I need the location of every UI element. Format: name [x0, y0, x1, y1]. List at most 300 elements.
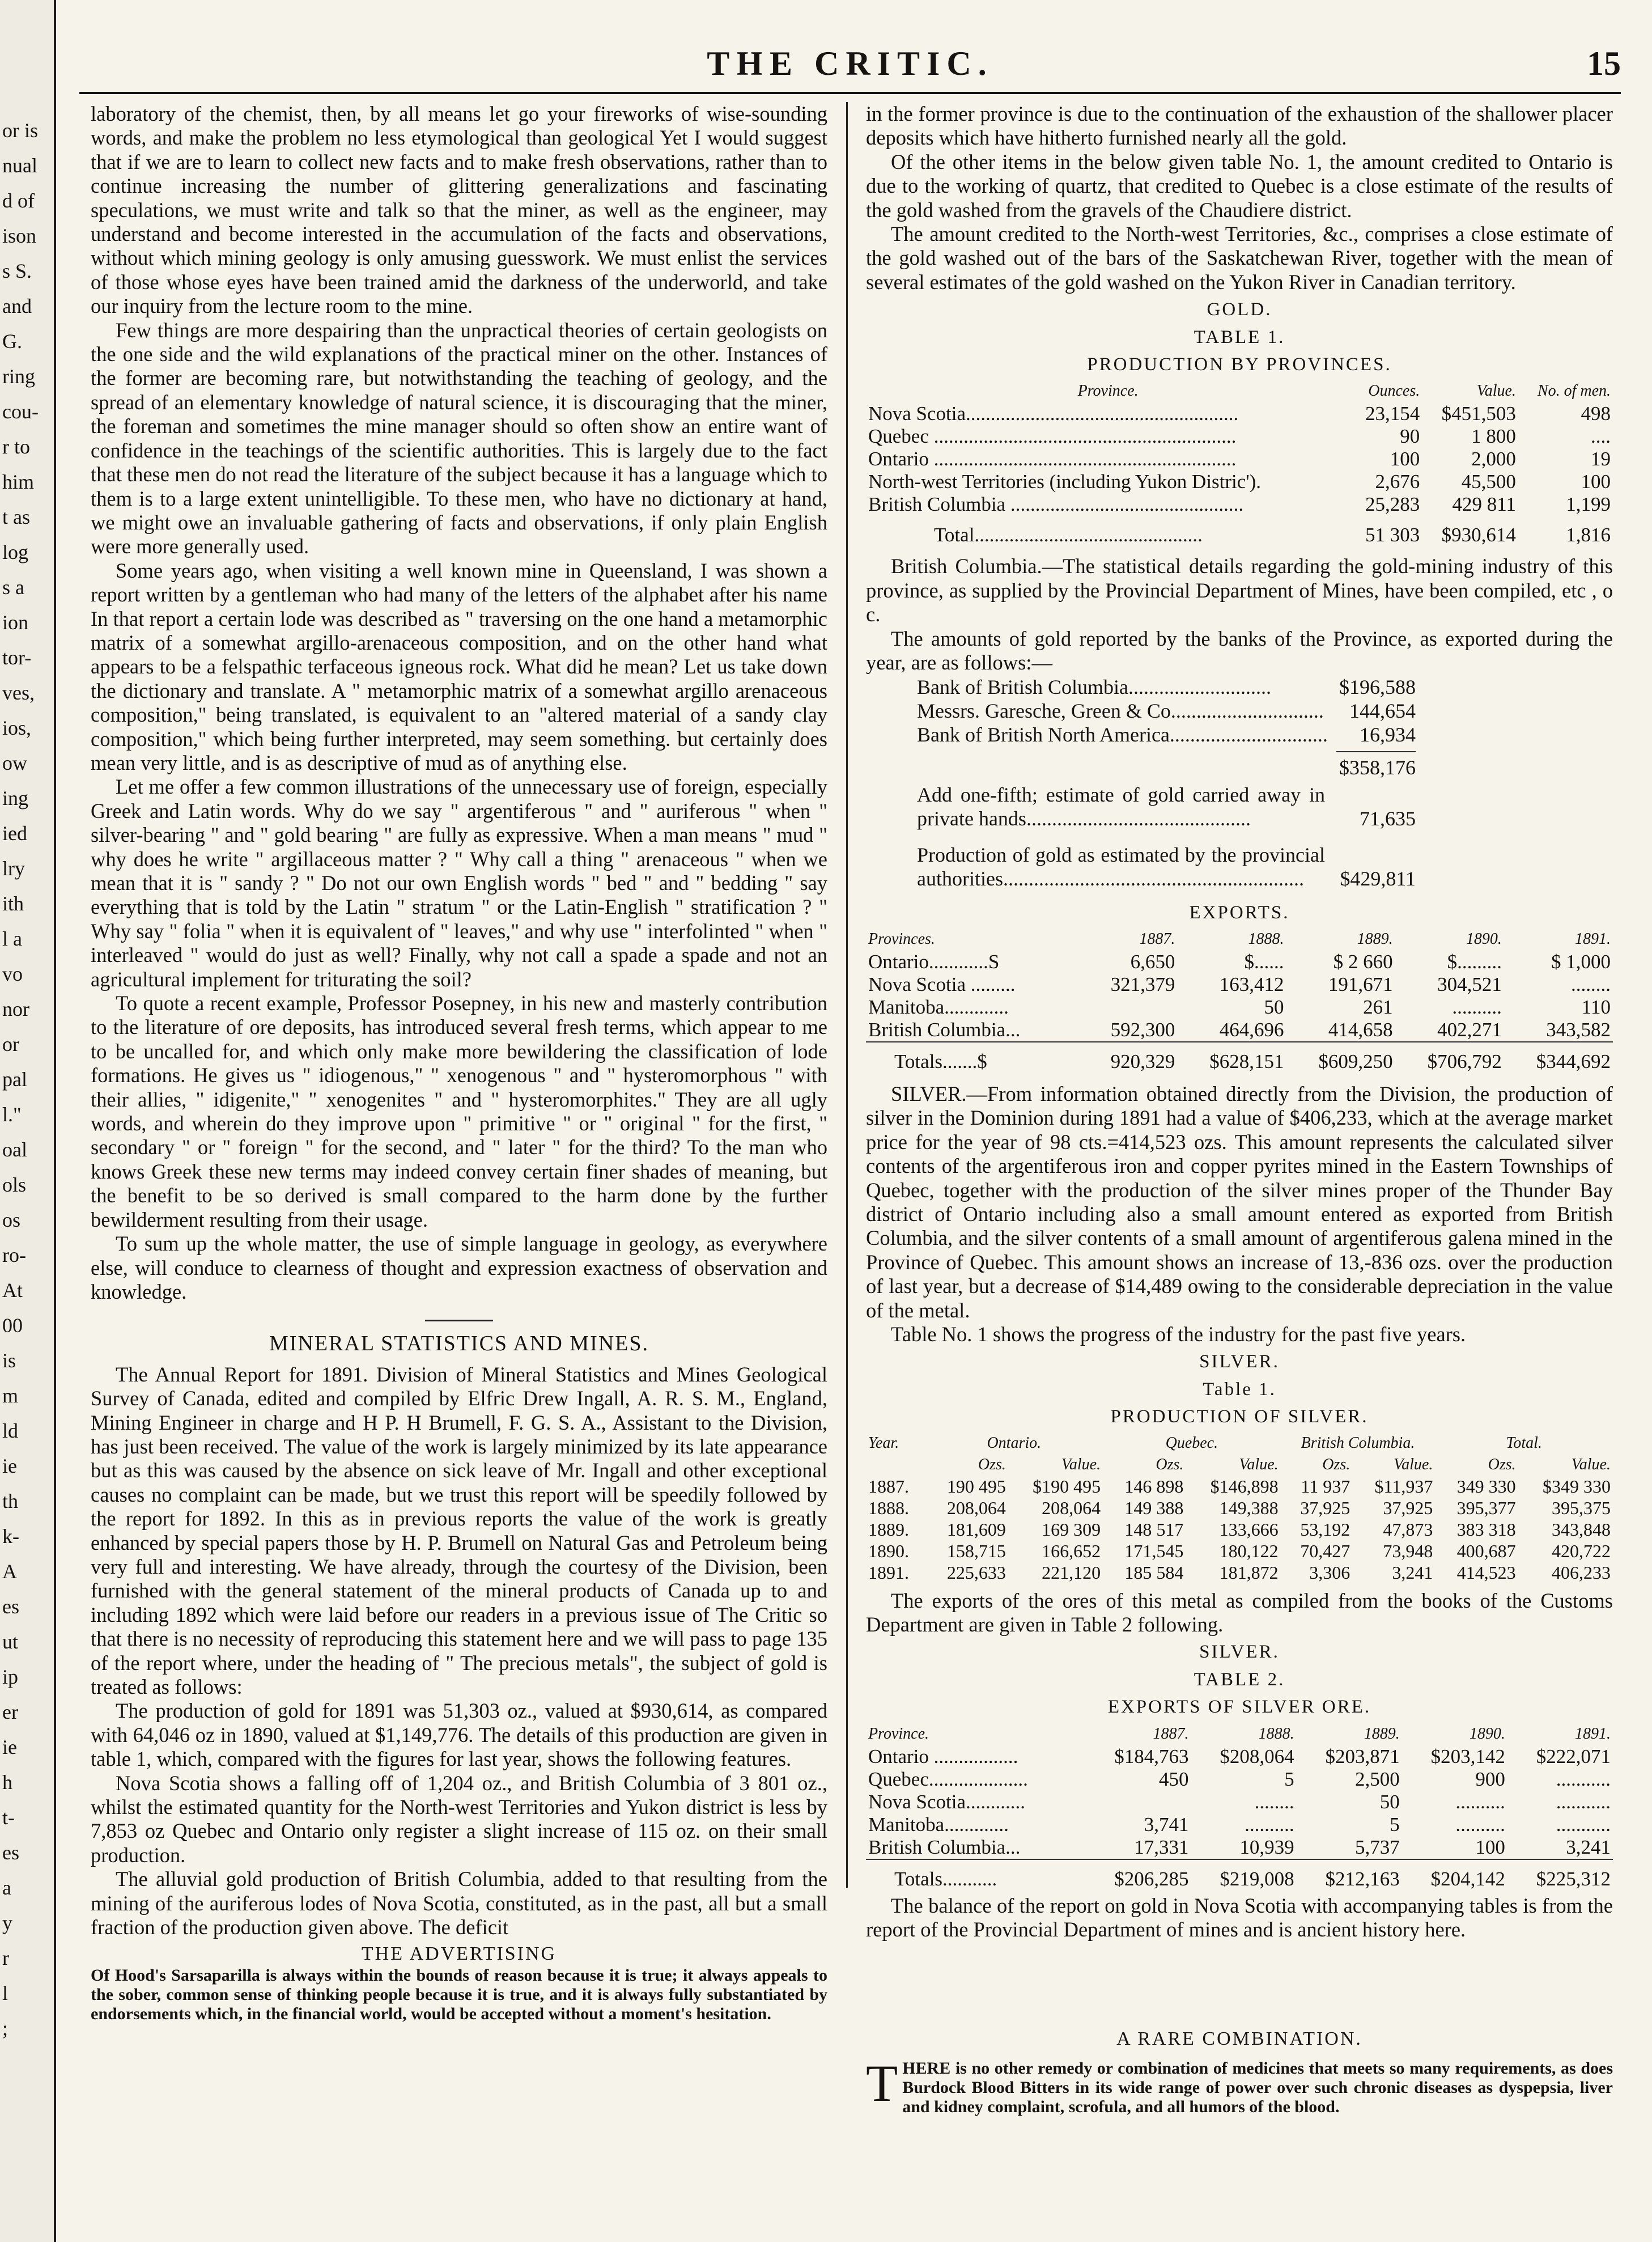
binding-fragment: es: [2, 1595, 19, 1618]
table-cell: 180,122: [1219, 1540, 1279, 1561]
ledger-value: 16,934: [1360, 723, 1416, 746]
binding-fragment: l: [2, 1982, 9, 2004]
paragraph: in the former province is due to the continuation of the exhaustion of the shallower placer deposits which have hitherto furnished nearly all the gold.: [866, 102, 1613, 150]
paragraph: Let me offer a few common illustrations of the unnecessary use of foreign, especially Greek and Latin words. Why do we say " argentiferous " and " auriferous " when " silver-bearing " and " gold bearing " are fully as expressive. When a man means " mud " why does he write " argillaceous matter ? " Why call a thing " arenaceous " when we mean that it is " sandy ? " Do not our own English words " bed " and " bedding " say everything that is told by the Latin " stratum " or the Latin-English " stratification ? " Why say " folia " when it is equivalent of " leaves," and why use " interfolinted " when " interleaved " would do just as well? Finally, why not call a spade a spade and not an agricultural implement for triturating the soil?: [91, 775, 827, 991]
table-cell: 414,658: [1328, 1018, 1393, 1041]
table-cell: 190 495: [946, 1476, 1006, 1497]
table-cell: Quebec .............................................................: [868, 425, 1237, 448]
binding-fragment: or: [2, 1033, 19, 1056]
table-cell: $190 495: [1033, 1476, 1101, 1497]
binding-fragment: s S.: [2, 260, 32, 282]
table-cell: $ 1,000: [1551, 950, 1611, 973]
table-label: TABLE 1.: [1194, 327, 1285, 347]
table-cell: 70,427: [1300, 1540, 1351, 1561]
table-cell: 25,283: [1365, 493, 1420, 516]
ledger-label: Messrs. Garesche, Green & Co..............................: [917, 699, 1324, 722]
table-cell: ...........: [1556, 1813, 1611, 1836]
ledger-value: 71,635: [1360, 807, 1416, 830]
table-title: EXPORTS OF SILVER ORE.: [1107, 1697, 1371, 1718]
binding-fragment: and: [2, 295, 32, 317]
table-cell: 5,737: [1355, 1836, 1400, 1858]
table-row: [866, 1813, 1613, 1836]
table-row: [866, 1745, 1613, 1768]
ledger-value: $429,811: [1340, 867, 1416, 890]
table-cell: 406,233: [1552, 1562, 1611, 1583]
table-cell: 420,722: [1552, 1540, 1611, 1561]
table-cell: 1889.: [868, 1519, 909, 1540]
table-cell: Manitoba.............: [868, 1813, 1009, 1836]
table-cell: 181,872: [1219, 1562, 1279, 1583]
binding-fragment: nual: [2, 154, 37, 177]
table-row: [866, 1791, 1613, 1813]
table-cell: 383 318: [1456, 1519, 1516, 1540]
table-cell: 17,331: [1134, 1836, 1189, 1858]
table-row: [866, 1562, 1613, 1583]
page-number: 15: [1587, 45, 1621, 82]
table-cell: $ 2 660: [1333, 950, 1393, 973]
table-cell: $222,071: [1536, 1745, 1611, 1768]
paragraph: Few things are more despairing than the unpractical theories of certain geologists on the one side and the wild explanations of the practical miner on the other. Instances of the former are becoming rare, but notwithstanding the teaching of geology, and the spread of an elementary knowledge of natural science, it is discouraging that the miner, the foreman and sometimes the mine manager should so often show an entire want of confidence in the teachings of the scientific authorities. This is largely due to the fact that these men do not read the literature of the subject because it has a language which to them is to a large extent unintelligible. To these men, who have no dictionary at hand, we might owe an invaluable gathering of facts and observations, if only plain English were more generally used.: [91, 318, 827, 558]
table-row: [866, 1497, 1613, 1519]
table-row: [866, 973, 1613, 996]
header-rule: [79, 92, 1621, 94]
column-header: British Columbia.: [1301, 1434, 1415, 1452]
table-cell: Ontario .................: [868, 1745, 1018, 1768]
bank-ledger: [917, 675, 1416, 891]
binding-fragment: r: [2, 1947, 9, 1969]
column-header: Value.: [1571, 1455, 1611, 1473]
binding-fragment: ith: [2, 892, 24, 915]
binding-fragment: lry: [2, 857, 25, 880]
ad-title: A RARE COMBINATION.: [1116, 2028, 1362, 2049]
table-title: PRODUCTION BY PROVINCES.: [1087, 354, 1392, 375]
ad-text: HERE is no other remedy or combination of medicines that meets so many requirements, as does Burdock Blood Bitters in its wide range of power over such chronic diseases as dyspepsia, liver and kidney complaint, scrofula, and all humors of the blood.: [902, 2059, 1613, 2116]
column-header: Total.: [1506, 1434, 1542, 1452]
column-header: Year.: [868, 1434, 899, 1452]
table-cell: 920,329: [1082, 1042, 1177, 1073]
table-cell: ...........: [1556, 1768, 1611, 1790]
table-label: TABLE 2.: [1194, 1669, 1285, 1690]
table-cell: British Columbia...: [868, 1018, 1021, 1041]
table-cell: 208,064: [946, 1497, 1006, 1518]
column-header: 1891.: [1575, 930, 1611, 948]
table-cell: 50: [1379, 1790, 1400, 1813]
table-cell: 10,939: [1239, 1836, 1294, 1858]
column-header: Value.: [1394, 1455, 1433, 1473]
table-cell: $.........: [1447, 950, 1502, 973]
table-cell: 73,948: [1383, 1540, 1433, 1561]
ledger-label: Bank of British North America...............................: [917, 723, 1328, 746]
table-cell: 1,816: [1566, 524, 1611, 546]
table-cell: 261: [1363, 995, 1393, 1018]
column-header: Ozs.: [1156, 1455, 1184, 1473]
ledger-row: [917, 783, 1416, 830]
table-cell: 148 517: [1124, 1519, 1184, 1540]
paragraph: The amount credited to the North-west Territories, &c., comprises a close estimate of the gold washed out of the bars of the Saskatchewan River, together with the mean of several estimates of the gold washed on the Yukon River in Canadian territory.: [866, 222, 1613, 294]
table-row: [866, 471, 1613, 493]
table-row: [866, 1540, 1613, 1562]
table-cell: $203,142: [1430, 1745, 1505, 1768]
column-header: Quebec.: [1165, 1434, 1218, 1452]
binding-fragment: ro-: [2, 1244, 26, 1266]
table-row: [866, 1019, 1613, 1042]
column-header: Value.: [1061, 1455, 1101, 1473]
table-cell: Totals.......$: [866, 1042, 1082, 1073]
table-cell: $11,937: [1374, 1476, 1433, 1497]
table-cell: North-west Territories (including Yukon Distric').: [868, 471, 1262, 493]
table-cell: 1888.: [868, 1497, 909, 1518]
table-cell: 3,241: [1392, 1562, 1433, 1583]
binding-fragment: ison: [2, 224, 37, 247]
table-cell: 23,154: [1365, 402, 1420, 425]
binding-fragment: es: [2, 1841, 19, 1864]
table-cell: $......: [1244, 950, 1284, 973]
column-header: 1887.: [1153, 1724, 1189, 1743]
table-cell: $212,163: [1297, 1859, 1402, 1891]
paragraph: The production of gold for 1891 was 51,303 oz., valued at $930,614, as compared with 64,046 oz in 1890, valued at $1,149,776. The details of this production are given in table 1, which, compared with the figures for last year, shows the following features.: [91, 1699, 827, 1771]
paragraph: SILVER.—From information obtained directly from the Division, the production of silver in the Dominion during 1891 had a value of $406,233, which at the average market price for the year of 98 cts.=414,523 ozs. This amount represents the calculated silver contents of the argentiferous iron and copper pyrites mined in the Eastern Townships of Quebec, together with the production of the silver mines proper of the Thunder Bay district of Ontario including also a small amount entered as exported from British Columbia, and the silver contents of a small amount of argentiferous galena mined in the Province of Quebec. This amount shows an increase of 13,-836 ozs. over the production of last year, but a decrease of $14,489 owing to the considerable depreciation in the value of the metal.: [866, 1082, 1613, 1322]
table-row: [866, 448, 1613, 471]
column-header: 1888.: [1248, 930, 1284, 948]
binding-fragment: l.": [2, 1103, 22, 1126]
left-column: [91, 102, 827, 1939]
table-cell: 402,271: [1437, 1018, 1502, 1041]
table-cell: British Columbia...: [868, 1836, 1021, 1858]
section-heading: MINERAL STATISTICS AND MINES.: [269, 1332, 649, 1356]
table-cell: 3,741: [1144, 1813, 1189, 1836]
column-divider: [846, 102, 848, 1888]
ledger-label: Add one-fifth; estimate of gold carried away in private hands............................................: [917, 783, 1325, 830]
ad-body: [866, 2054, 1613, 2117]
column-header: Provinces.: [868, 930, 935, 948]
ledger-value: 144,654: [1349, 699, 1416, 722]
table-cell: 181,609: [946, 1519, 1006, 1540]
table-cell: 11 937: [1301, 1476, 1351, 1497]
paragraph: To quote a recent example, Professor Posepney, in his new and masterly contribution to the literature of ore deposits, has introduced several fresh terms, which appear to me to be uncalled for, and which only make more bewildering the classification of lode formations. He gives us " idiogenous," " xenogenous " and " hysteromorphous " with their allies, " idigenite," " xenogenites " and " hysteromorphites." They are all ugly words, and wherein do they improve upon " primitive " or " original " for the first, " secondary " or " foreign " for the second, and " later " for the third? To the man who knows Greek these new terms may indeed convey certain finer shades of meaning, but the benefit to be so derived is small compared to the harm done by the further bewilderment resulting from their usage.: [91, 991, 827, 1231]
table-cell: Ontario............S: [868, 950, 1000, 973]
table-cell: 349 330: [1456, 1476, 1516, 1497]
binding-fragment: ing: [2, 787, 29, 810]
table-cell: 5: [1390, 1813, 1400, 1836]
table-cell: 163,412: [1219, 973, 1284, 995]
table-cell: $609,250: [1286, 1042, 1395, 1073]
binding-fragment: a: [2, 1876, 11, 1899]
binding-fragment: s a: [2, 576, 24, 599]
table-cell: 1 800: [1471, 425, 1516, 448]
column-header: [866, 1454, 925, 1476]
table-cell: 166,652: [1042, 1540, 1101, 1561]
ad-title: THE ADVERTISING: [361, 1943, 557, 1964]
drop-cap: T: [866, 2054, 898, 2112]
table-cell: 51 303: [1365, 524, 1420, 546]
binding-fragment: l a: [2, 927, 22, 950]
table-cell: British Columbia ...............................................: [868, 493, 1244, 516]
binding-fragment: G.: [2, 330, 22, 353]
binding-fragment: ves,: [2, 681, 35, 704]
table-cell: ..........: [1455, 1790, 1505, 1813]
table-cell: 395,375: [1552, 1497, 1611, 1518]
binding-fragment: ;: [2, 2017, 9, 2040]
ledger-row: [917, 843, 1416, 891]
table-cell: 1891.: [868, 1562, 909, 1583]
table-cell: ..........: [1245, 1813, 1294, 1836]
paragraph: Some years ago, when visiting a well known mine in Queensland, I was shown a report written by a gentleman who had many of the letters of the alphabet after his name In that report a certain lode was described as " traversing on the one hand a metamorphic matrix of a somewhat argillo-arenaceous composition, and on the other hand what appears to be a felspathic terfaceous igneous rock. What did he mean? Let us take down the dictionary and translate. A " metamorphic matrix of a somewhat argillo arenaceous composition," being translated, is equivalent to an "altered material of a sandy clay composition," which being further interpreted, may seem something. but certainly does mean very little, and is as descriptive of mud as of anything else.: [91, 558, 827, 774]
binding-fragment: ols: [2, 1173, 27, 1196]
table-cell: $203,871: [1325, 1745, 1400, 1768]
table-title: EXPORTS.: [1189, 902, 1290, 923]
table-cell: $146,898: [1210, 1476, 1279, 1497]
binding-fragment: is: [2, 1349, 16, 1372]
table-cell: [1085, 1791, 1191, 1813]
binding-margin: [0, 0, 56, 2242]
binding-fragment: ied: [2, 822, 27, 845]
column-header: Ounces.: [1368, 382, 1420, 400]
table-total-row: [866, 1859, 1613, 1891]
ledger-row: [917, 699, 1416, 723]
column-header: Province.: [1077, 382, 1139, 400]
column-header: Ozs.: [1488, 1455, 1516, 1473]
binding-fragment: ip: [2, 1665, 19, 1688]
table-cell: $204,142: [1402, 1859, 1507, 1891]
table-cell: 2,676: [1375, 471, 1420, 493]
table-cell: 90: [1400, 425, 1420, 448]
table-cell: $219,008: [1191, 1859, 1297, 1891]
ledger-label: Production of gold as estimated by the provincial authorities...........................................................: [917, 843, 1325, 890]
table-cell: 45,500: [1461, 471, 1516, 493]
table-cell: 395,377: [1456, 1497, 1516, 1518]
binding-fragment: ion: [2, 611, 29, 634]
table-cell: 146 898: [1124, 1476, 1184, 1497]
binding-fragment: m: [2, 1384, 19, 1407]
silver-heading: SILVER.: [1199, 1351, 1280, 1372]
table-cell: 185 584: [1124, 1562, 1184, 1583]
table-cell: 900: [1475, 1768, 1505, 1790]
table-cell: ....: [1591, 425, 1611, 448]
binding-fragment: or is: [2, 119, 38, 142]
paragraph: The exports of the ores of this metal as compiled from the books of the Customs Department are given in Table 2 following.: [866, 1588, 1613, 1636]
table-cell: 191,671: [1328, 973, 1393, 995]
table-cell: $206,285: [1085, 1859, 1191, 1891]
table-cell: Ontario .............................................................: [868, 448, 1237, 471]
ledger-row: [917, 723, 1416, 747]
table-cell: Total..............................................: [934, 524, 1203, 546]
table-cell: Nova Scotia............: [868, 1790, 1026, 1813]
table-cell: 464,696: [1219, 1018, 1284, 1041]
binding-fragment: os: [2, 1209, 21, 1231]
table-cell: Manitoba.............: [868, 995, 1009, 1018]
table-title: PRODUCTION OF SILVER.: [1110, 1406, 1369, 1427]
table-row: [866, 425, 1613, 448]
table-cell: 37,925: [1383, 1497, 1433, 1518]
table-cell: $628,151: [1177, 1042, 1286, 1073]
table-cell: 2,500: [1355, 1768, 1400, 1790]
binding-fragment: er: [2, 1701, 18, 1723]
binding-fragment: k-: [2, 1525, 19, 1548]
table-cell: 429 811: [1452, 493, 1516, 516]
ledger-row: [917, 675, 1416, 699]
section-rule: [425, 1320, 493, 1321]
table-cell: $344,692: [1504, 1042, 1613, 1073]
binding-fragment: ios,: [2, 717, 32, 739]
column-header: Ontario.: [987, 1434, 1042, 1452]
table-cell: 133,666: [1219, 1519, 1279, 1540]
ledger-value: $196,588: [1339, 675, 1416, 698]
binding-fragment: ow: [2, 752, 27, 774]
binding-fragment: oal: [2, 1138, 27, 1161]
table-row: [866, 1519, 1613, 1540]
table-label: Table 1.: [1203, 1379, 1276, 1400]
column-header: 1887.: [1139, 930, 1175, 948]
ledger-label: Bank of British Columbia............................: [917, 675, 1271, 698]
table-cell: 110: [1581, 995, 1611, 1018]
table-row: [866, 493, 1613, 516]
table-cell: 53,192: [1300, 1519, 1351, 1540]
binding-fragment: ie: [2, 1455, 17, 1477]
right-column: [866, 102, 1613, 1942]
table-cell: $184,763: [1114, 1745, 1189, 1768]
table-row: [866, 1768, 1613, 1791]
table-row: [866, 996, 1613, 1019]
paragraph: Table No. 1 shows the progress of the industry for the past five years.: [891, 1322, 1466, 1346]
binding-fragment: log: [2, 541, 29, 563]
binding-fragment: d of: [2, 189, 35, 212]
paragraph: The Annual Report for 1891. Division of Mineral Statistics and Mines Geological Survey of Canada, edited and compiled by Elfric Drew Ingall, A. R. S. M., England, Mining Engineer in charge and H P. H Brumell, F. G. S. A., Assistant to the Division, has just been received. The value of the work is largely minimized by its late appearance but as this was caused by the absence on sick leave of Mr. Ingall and other exceptional causes no complaint can be made, but we trust this report will be speedily followed by the report for 1892. In this as in previous reports the value of the work is greatly enhanced by special papers those by H. P. Brumell on Natural Gas and Petroleum being very full and interesting. We have already, through the courtesy of the Division, been furnished with the general statement of the mineral products of Canada up to and including 1892 which were laid before our readers in a previous issue of The Critic so that there is no necessity of reproducing this statement here and we will pass to page 135 of the report where, under the heading of " The precious metals", the subject of gold is treated as follows:: [91, 1362, 827, 1698]
table-cell: 169 309: [1042, 1519, 1101, 1540]
table-cell: 343,848: [1552, 1519, 1611, 1540]
binding-fragment: A: [2, 1560, 17, 1583]
table-cell: $451,503: [1441, 402, 1516, 425]
table-cell: ...........: [1556, 1790, 1611, 1813]
ad-text: Of Hood's Sarsaparilla is always within the bounds of reason because it is true; it always appeals to the sober, common sense of thinking people because it is true, and it is always fully substantiated by endorsements which, in the financial world, would be accepted without a moment's hesitation.: [91, 1966, 827, 2023]
table-cell: 19: [1591, 448, 1611, 471]
table-cell: 6,650: [1130, 950, 1175, 973]
table-cell: 414,523: [1456, 1562, 1516, 1583]
table-cell: 47,873: [1383, 1519, 1433, 1540]
binding-fragment: h: [2, 1771, 12, 1794]
table-cell: ..........: [1455, 1813, 1505, 1836]
column-header: 1888.: [1258, 1724, 1294, 1743]
table-cell: ........: [1254, 1790, 1294, 1813]
column-header: 1889.: [1364, 1724, 1400, 1743]
table-cell: 149,388: [1219, 1497, 1279, 1518]
table-cell: ........: [1571, 973, 1611, 995]
binding-fragment: ring: [2, 365, 35, 388]
table-cell: 3,241: [1566, 1836, 1611, 1858]
binding-fragment: r to: [2, 435, 30, 458]
table-cell: 1,199: [1566, 493, 1611, 516]
column-header: Value.: [1239, 1455, 1279, 1473]
table-cell: 221,120: [1042, 1562, 1101, 1583]
binding-fragment: y: [2, 1912, 12, 1934]
gold-heading: GOLD.: [1207, 299, 1272, 320]
table-cell: 100: [1390, 448, 1420, 471]
gold-exports-table: [866, 928, 1613, 1073]
binding-fragment: tor-: [2, 646, 32, 669]
table-cell: 343,582: [1546, 1018, 1611, 1041]
binding-fragment: t-: [2, 1806, 15, 1829]
table-cell: 1890.: [868, 1540, 909, 1561]
binding-fragment: pal: [2, 1068, 27, 1091]
table-cell: 1887.: [868, 1476, 909, 1497]
paragraph: The amounts of gold reported by the banks of the Province, as exported during the year, are as follows:—: [866, 626, 1613, 675]
table-total-row: [866, 516, 1613, 546]
column-header: Ozs.: [978, 1455, 1006, 1473]
table-cell: Nova Scotia .........: [868, 973, 1016, 995]
table-cell: $225,312: [1507, 1859, 1613, 1891]
table-cell: 592,300: [1110, 1018, 1175, 1041]
silver-exports-table: [866, 1723, 1613, 1891]
table-cell: 149 388: [1124, 1497, 1184, 1518]
table-row: [866, 402, 1613, 425]
table-cell: 321,379: [1110, 973, 1175, 995]
table-cell: $930,614: [1441, 524, 1516, 546]
column-header: Ozs.: [1322, 1455, 1351, 1473]
binding-fragment: vo: [2, 963, 23, 985]
table-cell: Quebec....................: [868, 1768, 1028, 1790]
binding-fragment: ie: [2, 1736, 17, 1758]
page-header: [79, 34, 1621, 96]
table-cell: Nova Scotia.......................................................: [868, 402, 1239, 425]
binding-fragment: nor: [2, 998, 29, 1020]
table-cell: 171,545: [1124, 1540, 1184, 1561]
table-cell: 158,715: [946, 1540, 1006, 1561]
column-header: Province.: [868, 1724, 929, 1743]
silver-heading: SILVER.: [1199, 1642, 1280, 1663]
binding-fragment: ld: [2, 1419, 19, 1442]
table-row: [866, 951, 1613, 973]
table-row: [866, 1836, 1613, 1859]
binding-fragment: ut: [2, 1630, 19, 1653]
column-header: 1891.: [1575, 1724, 1611, 1743]
paragraph: To sum up the whole matter, the use of simple language in geology, as everywhere else, will conduce to clearness of thought and expression exactness of observation and knowledge.: [91, 1232, 827, 1303]
column-header: 1890.: [1466, 930, 1502, 948]
binding-fragment: him: [2, 471, 35, 493]
binding-fragment: cou-: [2, 400, 39, 423]
column-header: Value.: [1476, 382, 1516, 400]
paragraph: British Columbia.—The statistical details regarding the gold-mining industry of this province, as supplied by the Provincial Department of Mines, have been compiled, etc , o c.: [866, 554, 1613, 626]
paragraph: The alluvial gold production of British Columbia, added to that resulting from the mining of the auriferous lodes of Nova Scotia, constituted, as in the past, all but a small fraction of the production given above. The deficit: [91, 1867, 827, 1939]
table-cell: 400,687: [1456, 1540, 1516, 1561]
table-cell: 225,633: [946, 1562, 1006, 1583]
advertisement-burdock: [866, 2029, 1613, 2117]
column-header: 1889.: [1357, 930, 1393, 948]
ledger-subtotal: [1336, 751, 1416, 779]
table-cell: ..........: [1452, 995, 1502, 1018]
table-cell: 37,925: [1300, 1497, 1351, 1518]
masthead-title: THE CRITIC.: [707, 45, 993, 82]
table-cell: 5: [1284, 1768, 1294, 1790]
table-cell: 2,000: [1471, 448, 1516, 471]
paragraph: Of the other items in the below given table No. 1, the amount credited to Ontario is due to the working of quartz, that credited to Quebec is a close estimate of the results of the gold washed from the gravels of the Chaudiere district.: [866, 150, 1613, 222]
silver-production-table: [866, 1432, 1613, 1583]
table-cell: $208,064: [1220, 1745, 1294, 1768]
binding-fragment: t as: [2, 506, 30, 528]
table-cell: 304,521: [1437, 973, 1502, 995]
binding-fragment: 00: [2, 1314, 23, 1337]
table-cell: $349 330: [1543, 1476, 1611, 1497]
table-cell: 100: [1581, 471, 1611, 493]
table-cell: 100: [1475, 1836, 1505, 1858]
table-cell: 498: [1581, 402, 1611, 425]
column-header: No. of men.: [1537, 382, 1611, 400]
binding-fragment: At: [2, 1279, 23, 1302]
advertisement-hoods: [91, 1944, 827, 2024]
table-cell: 3,306: [1309, 1562, 1351, 1583]
table-cell: 208,064: [1042, 1497, 1101, 1518]
gold-production-table: [866, 380, 1613, 546]
paragraph: The balance of the report on gold in Nova Scotia with accompanying tables is from the report of the Provincial Department of mines and is ancient history here.: [866, 1893, 1613, 1942]
table-cell: 50: [1264, 995, 1284, 1018]
